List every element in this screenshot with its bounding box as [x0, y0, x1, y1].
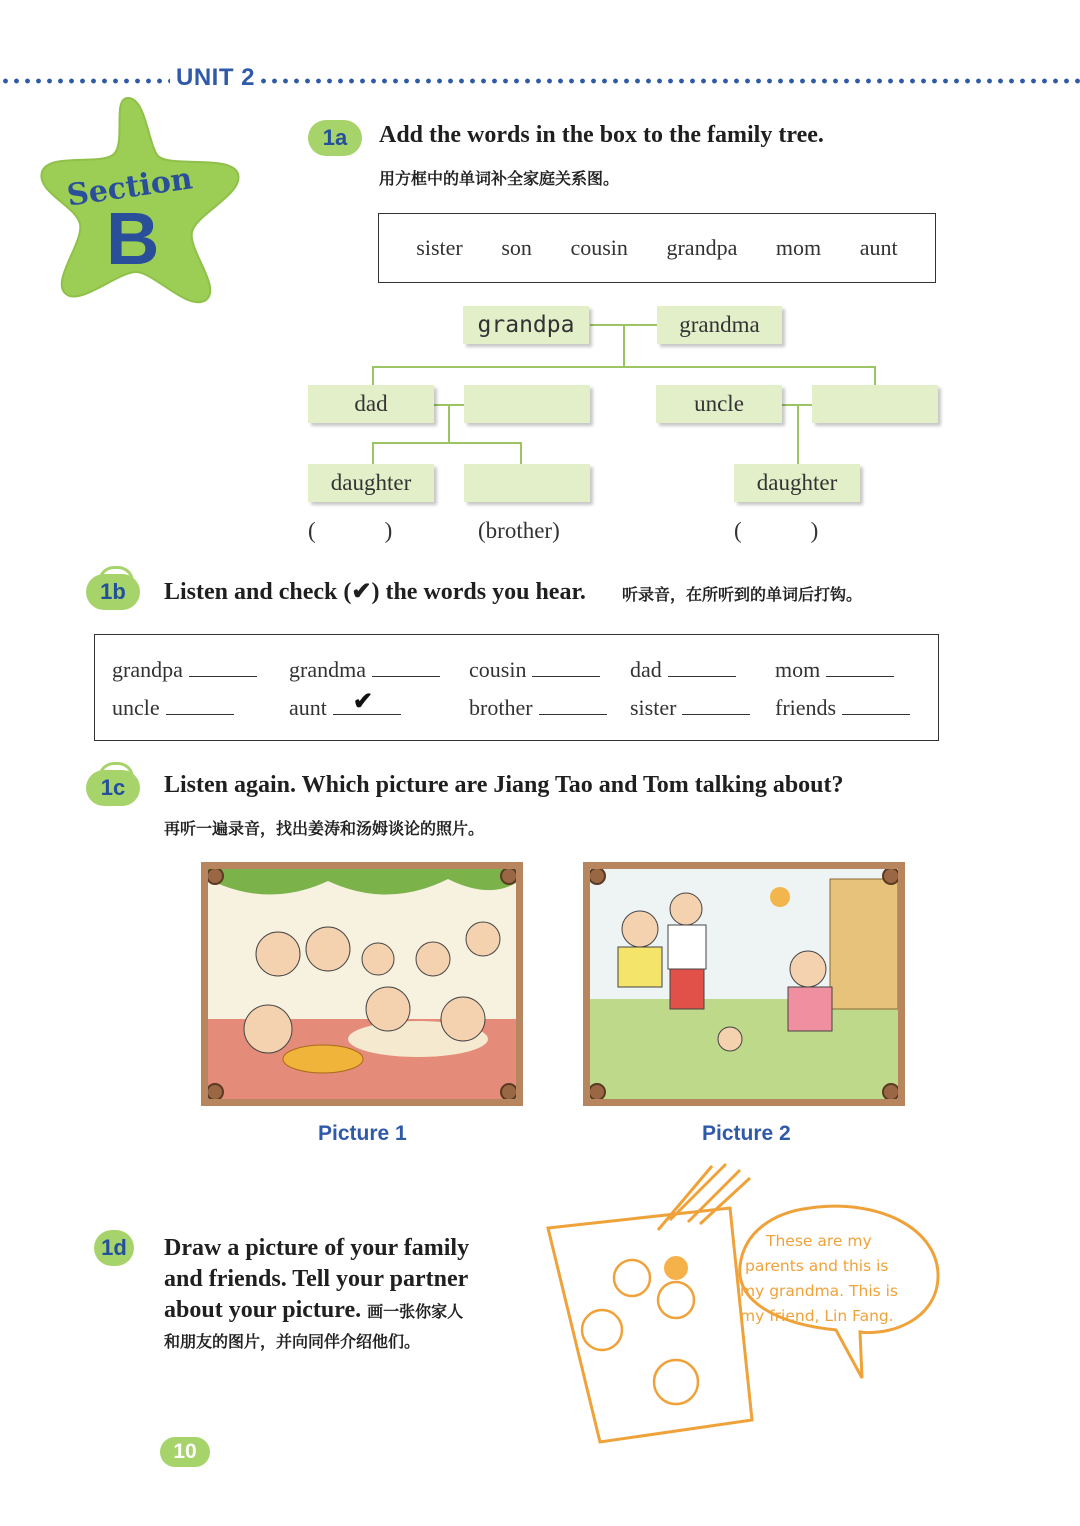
word-box-item: cousin [570, 235, 628, 260]
answer-blank[interactable] [532, 656, 600, 677]
word-box-item: sister [416, 235, 463, 260]
task-1a-title: Add the words in the box to the family tree. [379, 122, 824, 148]
unit-label: UNIT 2 [176, 64, 256, 91]
tree-line [520, 442, 522, 464]
tree-line [372, 442, 522, 444]
check-item: friends [775, 694, 910, 721]
tree-box-blank[interactable] [464, 464, 590, 502]
word-box-item: grandpa [666, 235, 738, 260]
answer-blank[interactable] [166, 694, 234, 715]
badge-1c: 1c [86, 770, 140, 806]
badge-1d: 1d [94, 1230, 134, 1266]
header-dotted-line-right [258, 78, 1080, 84]
family-dinner-illustration [208, 869, 516, 1099]
check-item: aunt ✔ [289, 694, 401, 721]
page-number: 10 [160, 1437, 210, 1467]
tree-line [874, 366, 876, 386]
answer-blank[interactable] [372, 656, 440, 677]
tree-box-daughter-right: daughter [734, 464, 860, 502]
speech-line: my grandma. This is [740, 1282, 899, 1300]
task-1c-subtitle: 再听一遍录音，找出姜涛和汤姆谈论的照片。 [164, 819, 485, 838]
tree-box-daughter-left: daughter [308, 464, 434, 502]
section-word: Section [64, 161, 195, 214]
word-box-item: son [501, 235, 532, 260]
picture-2-caption: Picture 2 [702, 1122, 791, 1145]
pencil-lines [658, 1164, 750, 1230]
check-item: brother [469, 694, 607, 721]
task-1d-subtitle-inline: 画一张你家人 [367, 1302, 464, 1321]
check-item: sister [630, 694, 750, 721]
tree-box-grandma: grandma [657, 306, 782, 344]
picture-2[interactable] [583, 862, 905, 1106]
check-mark-icon: ✔ [352, 689, 373, 715]
drawing-illustration [540, 1160, 960, 1450]
answer-blank[interactable] [333, 689, 401, 715]
check-item: mom [775, 656, 894, 683]
paper-sheet [548, 1208, 752, 1442]
tree-line [372, 366, 876, 368]
answer-blank[interactable] [668, 656, 736, 677]
answer-blank[interactable] [189, 656, 257, 677]
answer-blank[interactable] [682, 694, 750, 715]
check-item: dad [630, 656, 736, 683]
tree-line [623, 324, 625, 368]
badge-1a: 1a [308, 120, 362, 156]
pencil-tip [664, 1256, 688, 1280]
headphone-icon [98, 566, 134, 585]
word-box [378, 213, 936, 283]
badge-1b: 1b [86, 574, 140, 610]
paren-left[interactable]: ( ) [308, 518, 393, 543]
task-1d-title-line: and friends. Tell your partner [164, 1266, 469, 1292]
frame-corner [500, 1083, 518, 1101]
tree-box-blank[interactable] [812, 385, 938, 423]
task-1d-title-line: Draw a picture of your family [164, 1235, 470, 1261]
paren-brother: (brother) [478, 518, 560, 543]
frame-corner [500, 867, 518, 885]
tree-line [372, 366, 374, 386]
tree-box-dad: dad [308, 385, 434, 423]
picture-1[interactable] [201, 862, 523, 1106]
check-list-box [94, 634, 939, 741]
tree-line [448, 404, 450, 444]
task-1c-title: Listen again. Which picture are Jiang Tao and Tom talking about? [164, 772, 844, 798]
paren-right[interactable]: ( ) [734, 518, 819, 543]
frame-corner [206, 867, 224, 885]
picture-1-caption: Picture 1 [318, 1122, 407, 1145]
task-1d-title-line: about your picture. 画一张你家人 [164, 1297, 464, 1323]
speech-line: parents and this is [745, 1257, 889, 1275]
frame-corner [882, 1083, 900, 1101]
headphone-icon [98, 762, 134, 781]
tree-line [372, 442, 374, 464]
frame-corner [588, 1083, 606, 1101]
check-item: grandma [289, 656, 440, 683]
tree-box-grandpa[interactable]: grandpa [463, 306, 589, 344]
task-1b-subtitle: 听录音，在所听到的单词后打钩。 [622, 585, 863, 604]
answer-blank[interactable] [826, 656, 894, 677]
tree-line [797, 404, 799, 464]
task-1d-title [164, 1233, 469, 1327]
speech-line: These are my [766, 1232, 872, 1250]
frame-corner [588, 867, 606, 885]
task-1b-title: Listen and check (✔) the words you hear. [164, 579, 586, 605]
header-dotted-line-left [0, 78, 170, 84]
answer-blank[interactable] [842, 694, 910, 715]
speech-line: my friend, Lin Fang. [740, 1307, 894, 1325]
tree-box-uncle: uncle [656, 385, 782, 423]
task-1d-subtitle: 和朋友的图片，并向同伴介绍他们。 [164, 1332, 421, 1351]
family-park-illustration [590, 869, 898, 1099]
check-item: cousin [469, 656, 600, 683]
section-letter: B [106, 197, 160, 280]
word-box-item: aunt [859, 235, 898, 260]
tree-box-blank[interactable] [464, 385, 590, 423]
frame-corner [206, 1083, 224, 1101]
check-item: grandpa [112, 656, 257, 683]
word-box-item: mom [775, 235, 822, 260]
answer-blank[interactable] [539, 694, 607, 715]
section-b-star [36, 92, 246, 307]
check-item: uncle [112, 694, 234, 721]
frame-corner [882, 867, 900, 885]
task-1a-subtitle: 用方框中的单词补全家庭关系图。 [379, 169, 620, 188]
